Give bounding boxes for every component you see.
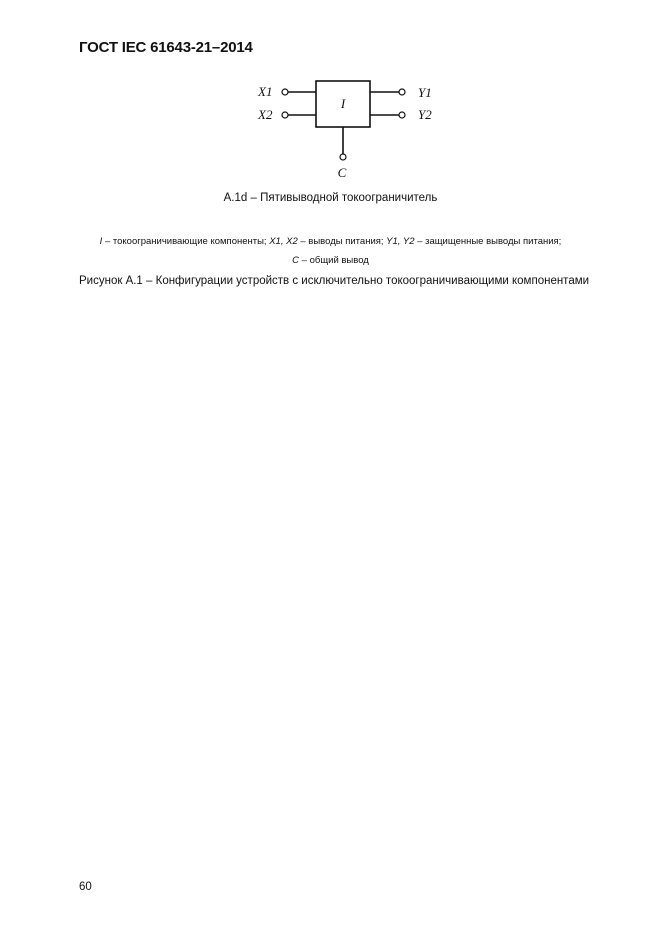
terminal-c <box>340 154 346 160</box>
pin-label-y2: Y2 <box>418 107 432 122</box>
terminal-y2 <box>399 112 405 118</box>
figure-title: Рисунок А.1 – Конфигурации устройств с исключительно токоограничивающими компонентами <box>79 275 590 287</box>
subfigure-caption: А.1d – Пятивыводной токоограничитель <box>223 192 438 204</box>
legend-symbol-c: C <box>292 255 300 266</box>
legend-line-1 <box>0 236 661 247</box>
legend-symbol-i: I <box>99 236 103 247</box>
page-number: 60 <box>79 881 92 893</box>
pin-label-c: C <box>337 165 347 180</box>
legend-line-2 <box>0 255 661 266</box>
terminal-x1 <box>282 89 288 95</box>
legend-desc-c: – общий вывод <box>299 255 369 266</box>
terminal-y1 <box>399 89 405 95</box>
document-header: ГОСТ IEC 61643-21–2014 <box>79 39 253 56</box>
legend-symbol-y: Y1, Y2 <box>386 236 415 247</box>
pin-label-x2: X2 <box>258 107 273 122</box>
pin-label-x1: X1 <box>258 84 273 99</box>
legend-desc-y: – защищенные выводы питания; <box>414 236 562 247</box>
legend-desc-x: – выводы питания; <box>297 236 387 247</box>
block-label: I <box>340 96 346 111</box>
legend-desc-i: – токоограничивающие компоненты; <box>102 236 270 247</box>
legend-symbol-x: X1, X2 <box>269 236 298 247</box>
terminal-x2 <box>282 112 288 118</box>
pin-label-y1: Y1 <box>418 85 432 100</box>
five-terminal-current-limiter-diagram <box>0 0 661 200</box>
